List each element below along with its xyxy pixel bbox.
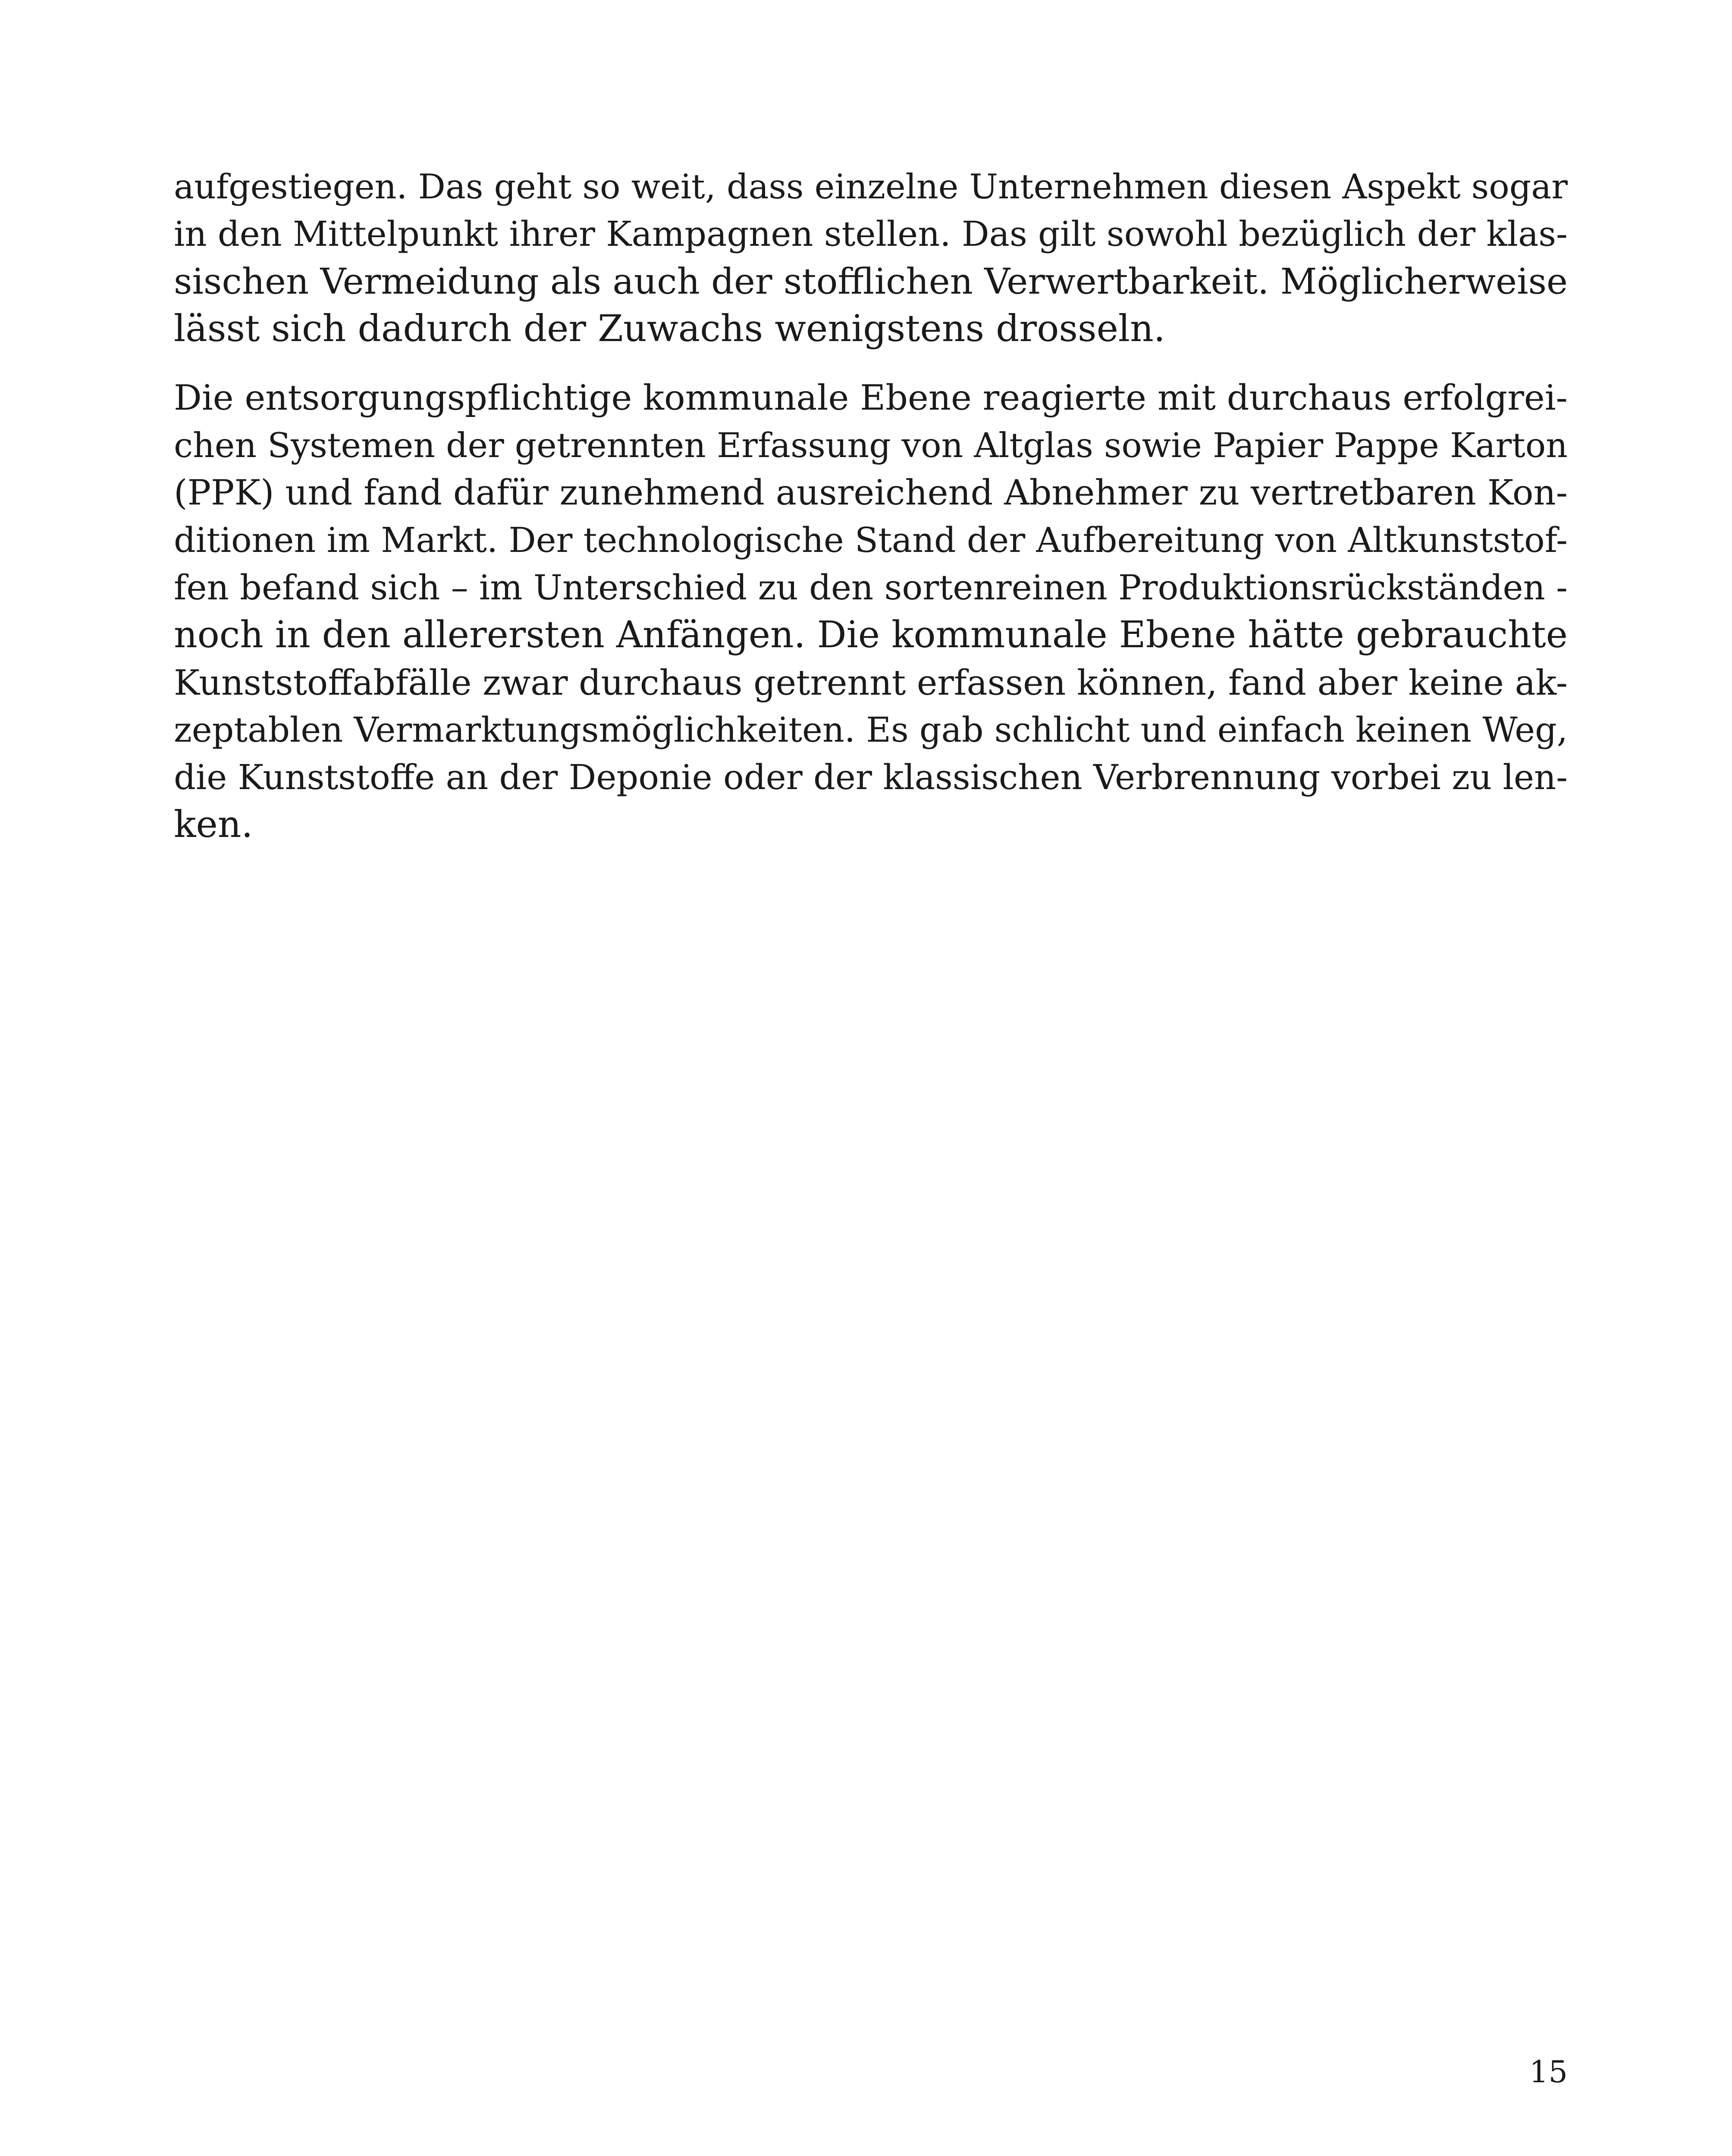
text-line: die Kunststoffe an der Deponie oder der klassischen Verbrennung vorbei zu len-: [174, 757, 1568, 797]
text-line: (PPK) und fand dafür zunehmend ausreichend Abnehmer zu vertretbaren Kon-: [174, 473, 1568, 513]
text-line: Kunststoffabfälle zwar durchaus getrennt erfassen können, fand aber keine ak-: [174, 662, 1568, 703]
text-line: ken.: [174, 803, 253, 846]
body-text: [174, 163, 1568, 849]
text-line: chen Systemen der getrennten Erfassung von Altglas sowie Papier Pappe Karton: [174, 426, 1568, 465]
text-line: aufgestiegen. Das geht so weit, dass einzelne Unternehmen diesen Aspekt sogar: [174, 167, 1568, 207]
paragraph-1: [174, 163, 1568, 353]
page-number: 15: [1529, 2054, 1568, 2090]
text-line: lässt sich dadurch der Zuwachs wenigstens drosseln.: [174, 307, 1165, 350]
text-line: Die entsorgungspflichtige kommunale Ebene reagierte mit durchaus erfolgrei-: [174, 378, 1568, 418]
text-line: noch in den allerersten Anfängen. Die kommunale Ebene hätte gebrauchte: [174, 614, 1568, 656]
text-line: sischen Vermeidung als auch der stofflichen Verwertbarkeit. Möglicherweise: [174, 260, 1568, 302]
paragraph-2: [174, 374, 1568, 849]
text-line: in den Mittelpunkt ihrer Kampagnen stellen. Das gilt sowohl bezüglich der klas-: [174, 214, 1568, 254]
text-line: fen befand sich – im Unterschied zu den sortenreinen Produktionsrückständen -: [174, 567, 1568, 608]
text-line: ditionen im Markt. Der technologische Stand der Aufbereitung von Altkunststof-: [174, 520, 1568, 560]
text-line: zeptablen Vermarktungsmöglichkeiten. Es gab schlicht und einfach keinen Weg,: [174, 710, 1568, 750]
